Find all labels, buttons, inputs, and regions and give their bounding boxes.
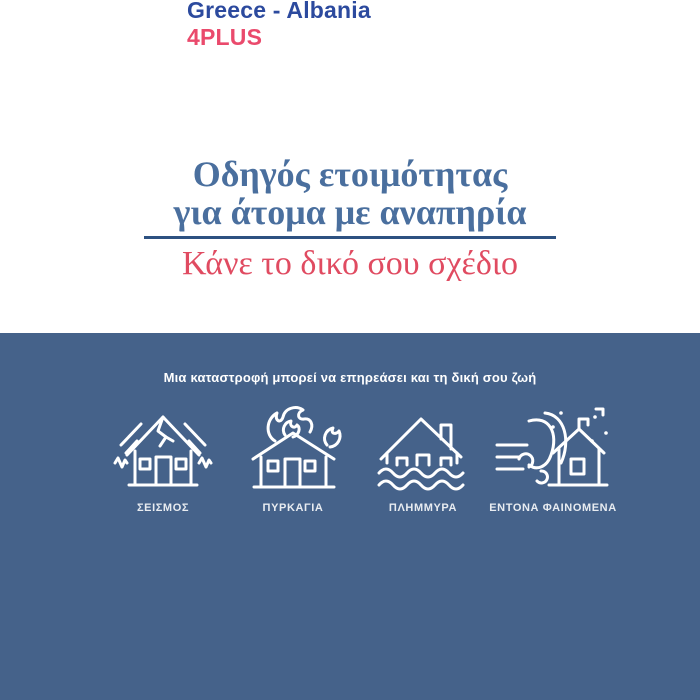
flooded-house-icon <box>373 401 473 493</box>
logo-line-greece-albania: Greece - Albania <box>187 0 371 23</box>
earthquake-house-icon <box>113 401 213 493</box>
title-underline-rule <box>144 236 556 239</box>
windstorm-house-icon <box>493 401 613 493</box>
hazard-item-earthquake <box>100 401 226 514</box>
hazard-icon-row <box>0 401 700 514</box>
title-line1: Οδηγός ετοιμότητας <box>192 154 508 194</box>
hazard-label-severe-weather: ΕΝΤΟΝΑ ΦΑΙΝΟΜΕΝΑ <box>489 502 617 514</box>
logo-line-4plus: 4PLUS <box>187 24 263 50</box>
hazard-item-flood <box>360 401 486 514</box>
hazard-item-severe-weather <box>490 401 616 514</box>
burning-house-icon <box>241 401 346 493</box>
title-line2: για άτομα με αναπηρία <box>173 192 527 232</box>
program-logo <box>187 0 371 51</box>
title-block <box>0 155 700 283</box>
page-title <box>0 155 700 231</box>
hazard-label-earthquake: ΣΕΙΣΜΟΣ <box>136 502 190 514</box>
hazards-intro-text: Μια καταστροφή μπορεί να επηρεάσει και τη δική σου ζωή <box>163 370 537 385</box>
subtitle: Κάνε το δικό σου σχέδιο <box>182 245 518 282</box>
hazard-label-fire: ΠΥΡΚΑΓΙΑ <box>262 502 324 514</box>
top-section <box>0 0 700 333</box>
hazard-item-fire <box>230 401 356 514</box>
hazard-label-flood: ΠΛΗΜΜΥΡΑ <box>388 502 458 514</box>
hazards-section <box>0 333 700 700</box>
